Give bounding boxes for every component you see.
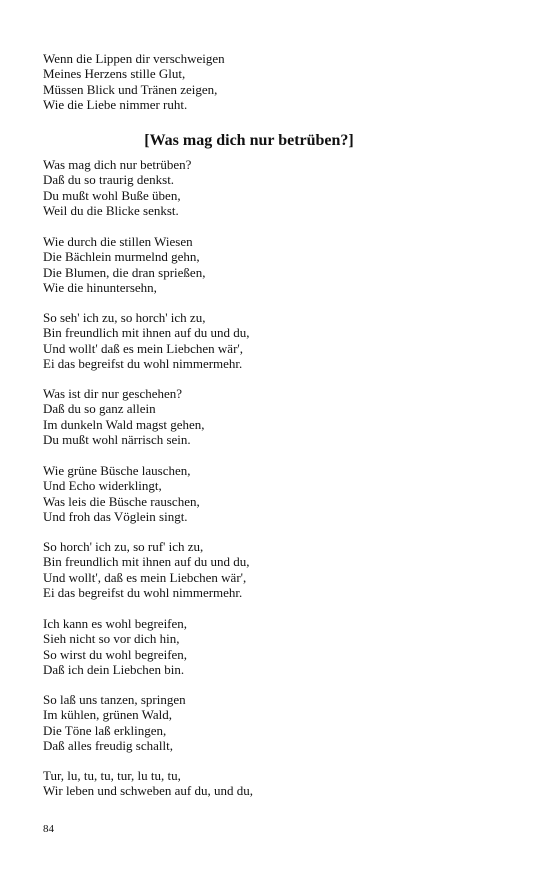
poem-line: Daß du so ganz allein [43,401,156,417]
previous-poem-stanza [43,51,225,112]
poem-line: Was ist dir nur geschehen? [43,386,183,401]
poem-line: Meines Herzens stille Glut, [43,66,186,82]
poem-line: Wie durch die stillen Wiesen [43,234,193,249]
poem-line: Und wollt', daß es mein Liebchen wär', [43,569,247,585]
poem-line: Weil du die Blicke senkst. [43,202,179,218]
poem-line: Wie die Liebe nimmer ruht. [43,96,188,112]
poem-line: Und wollt' daß es mein Liebchen wär', [43,340,243,356]
poem-line: Wie grüne Büsche lauschen, [43,463,191,478]
poem-line: Daß ich dein Liebchen bin. [43,661,185,677]
poem-line: Wenn die Lippen dir verschweigen [43,51,225,66]
poem-line: Bin freundlich mit ihnen auf du und du, [43,554,250,570]
poem-line: Und Echo widerklingt, [43,478,162,494]
stanza-9 [43,768,253,799]
stanza-2 [43,234,205,295]
stanza-5 [43,463,200,524]
poem-line: Im dunkeln Wald magst gehen, [43,416,205,432]
poem-line: Wir leben und schweben auf du, und du, [43,783,253,799]
poem-line: Im kühlen, grünen Wald, [43,707,173,723]
poem-line: Ich kann es wohl begreifen, [43,616,188,631]
stanza-6 [43,539,250,600]
poem-line: Die Blumen, die dran sprießen, [43,264,206,280]
poem-line: Daß du so traurig denkst. [43,172,175,188]
poem-line: Tur, lu, tu, tu, tur, lu tu, tu, [43,768,181,783]
page-number: 84 [43,823,54,835]
stanza-1 [43,157,191,218]
poem-title: [Was mag dich nur betrüben?] [144,132,354,149]
poem-line: Die Töne laß erklingen, [43,722,167,738]
poem-line: So horch' ich zu, so ruf' ich zu, [43,539,204,554]
poem-line: Sieh nicht so vor dich hin, [43,631,180,647]
stanza-4 [43,386,205,447]
poem-line: Ei das begreifst du wohl nimmermehr. [43,355,243,371]
poem-line: So laß uns tanzen, springen [43,692,186,707]
poem-line: So wirst du wohl begreifen, [43,646,188,662]
poem-line: Was mag dich nur betrüben? [43,157,192,172]
poem-line: Ei das begreifst du wohl nimmermehr. [43,584,243,600]
stanza-8 [43,692,186,753]
poem-line: Du mußt wohl Buße üben, [43,187,181,203]
poem-line: Wie die hinuntersehn, [43,279,157,295]
poem-line: Müssen Blick und Tränen zeigen, [43,81,218,97]
poem-line: Daß alles freudig schallt, [43,737,173,753]
poem-line: Was leis die Büsche rauschen, [43,493,200,509]
poem-line: Die Bächlein murmelnd gehn, [43,249,200,265]
stanza-7 [43,616,187,677]
poem-line: So seh' ich zu, so horch' ich zu, [43,310,206,325]
poem-line: Bin freundlich mit ihnen auf du und du, [43,325,250,341]
stanza-3 [43,310,250,371]
poem-line: Du mußt wohl närrisch sein. [43,431,191,447]
poem-line: Und froh das Vöglein singt. [43,508,188,524]
